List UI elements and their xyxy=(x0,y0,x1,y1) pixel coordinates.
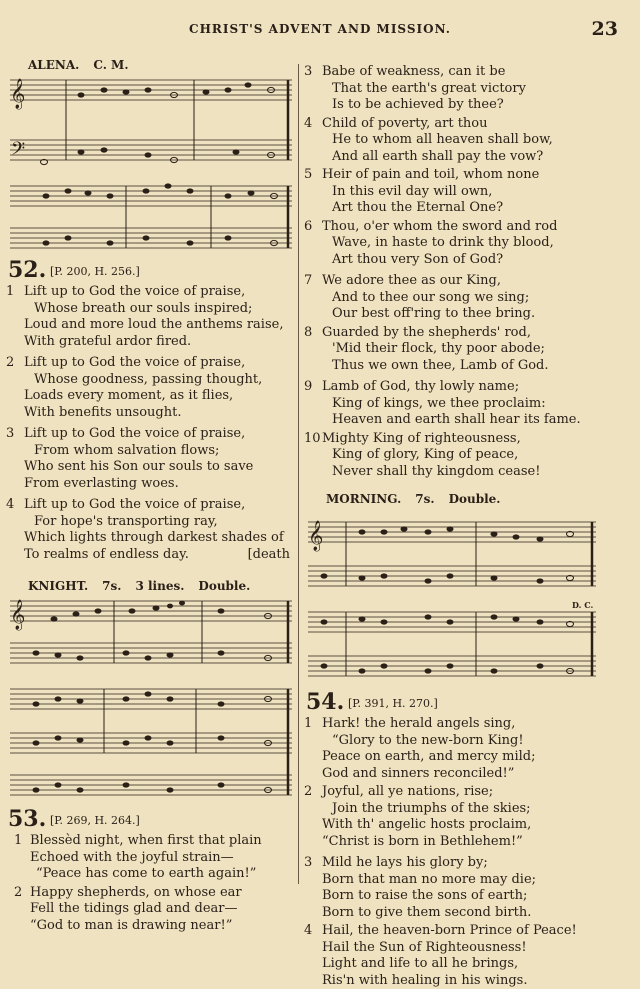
hymn-53-stanza-3 xyxy=(304,64,634,114)
verse-number: 2 xyxy=(6,355,15,370)
music-staff-morning xyxy=(304,508,634,686)
verse-line: Peace on earth, and mercy mild; xyxy=(322,749,536,764)
verse-number: 5 xyxy=(304,167,313,182)
verse-line: Guarded by the shepherds' rod, xyxy=(322,324,531,340)
verse-line: “God to man is drawing near!” xyxy=(30,917,233,933)
hymn-number: 52. xyxy=(8,257,47,283)
tune-title-morning xyxy=(304,490,634,508)
tune-title-knight xyxy=(6,577,296,595)
verse-line: To realms of endless day. xyxy=(24,546,189,562)
hymn-53-stanza-7 xyxy=(304,273,634,323)
verse-line: Echoed with the joyful strain— xyxy=(30,849,234,865)
verse-line: Hark! the herald angels sing, xyxy=(322,716,516,731)
verse-line: Loud and more loud the anthems raise, xyxy=(24,317,284,332)
hymn-53-stanza-5 xyxy=(304,167,634,217)
verse-number: 7 xyxy=(304,273,313,288)
verse-line: With benefits unsought. xyxy=(24,404,182,420)
treble-clef-icon: 𝄞 xyxy=(308,521,324,551)
hymn-53-header xyxy=(6,807,296,831)
verse-number: 10 xyxy=(304,430,321,446)
verse-line: Lift up to God the voice of praise, xyxy=(24,426,246,441)
tune-title-alena xyxy=(6,56,296,74)
hymn-54-stanza-3 xyxy=(304,855,634,921)
verse-line: Thus we own thee, Lamb of God. xyxy=(332,357,549,373)
verse-line: He to whom all heaven shall bow, xyxy=(332,132,553,147)
verse-line: Thou, o'er whom the sword and rod xyxy=(322,218,558,234)
tune-meter: C. M. xyxy=(93,58,129,72)
verse-line: Never shall thy kingdom cease! xyxy=(332,463,541,479)
verse-line: Which lights through darkest shades of xyxy=(24,530,284,545)
hymn-54-stanza-4 xyxy=(304,923,634,989)
da-capo-mark: D. C. xyxy=(572,600,594,610)
verse-line: Joyful, all ye nations, rise; xyxy=(322,784,494,799)
verse-number: 3 xyxy=(6,426,15,441)
verse-line: Art thou very Son of God? xyxy=(332,251,504,267)
hymn-53-stanza-4 xyxy=(304,116,634,166)
verse-line: Fell the tidings glad and dear— xyxy=(30,901,238,916)
barlines xyxy=(66,80,288,248)
verse-line: Mild he lays his glory by; xyxy=(322,855,488,870)
verse-line: Lamb of God, thy lowly name; xyxy=(322,379,520,394)
verse-line: Our best off'ring to thee bring. xyxy=(332,306,536,321)
verse-number: 6 xyxy=(304,218,313,234)
verse-line: Whose breath our souls inspired; xyxy=(34,300,253,316)
verse-line: Light and life to all he brings, xyxy=(322,956,519,971)
hymn-reference: [P. 200, H. 256.] xyxy=(50,265,140,278)
hymn-54-header xyxy=(304,690,634,714)
verse-line: That the earth's great victory xyxy=(332,80,526,96)
verse-number: 3 xyxy=(304,64,313,79)
hymn-54-stanza-2 xyxy=(304,784,634,850)
verse-line: Happy shepherds, on whose ear xyxy=(30,884,242,900)
hymn-52-stanza-2 xyxy=(6,355,296,421)
tune-name: ALENA. xyxy=(28,58,80,72)
staff-line-group xyxy=(308,522,596,676)
verse-number: 2 xyxy=(14,884,23,900)
hymn-53-stanza-2 xyxy=(6,885,296,935)
verse-line: Babe of weakness, can it be xyxy=(322,64,506,79)
verse-line: Lift up to God the voice of praise, xyxy=(24,497,246,512)
verse-line: Heaven and earth shall hear its fame. xyxy=(332,412,581,427)
column-divider xyxy=(298,64,299,884)
tune-lines: 3 lines. xyxy=(135,579,185,593)
hymn-53-stanza-9 xyxy=(304,379,634,429)
verse-line: God and sinners reconciled!” xyxy=(322,765,515,781)
verse-line: “Peace has come to earth again!” xyxy=(36,866,257,881)
hymn-reference: [P. 391, H. 270.] xyxy=(348,697,438,710)
verse-line: Loads every moment, as it flies, xyxy=(24,388,234,403)
page-number: 23 xyxy=(591,18,618,40)
verse-line: Is to be achieved by thee? xyxy=(332,97,504,112)
verse-line: Art thou the Eternal One? xyxy=(332,200,504,215)
verse-line: Mighty King of righteousness, xyxy=(322,430,521,446)
verse-line: “Christ is born in Bethlehem!” xyxy=(322,833,523,849)
verse-line: With th' angelic hosts proclaim, xyxy=(322,817,532,832)
barlines xyxy=(104,601,288,795)
hymn-53-stanza-1 xyxy=(6,833,296,883)
verse-line: Lift up to God the voice of praise, xyxy=(24,355,246,370)
hymn-52-stanza-4 xyxy=(6,497,296,563)
verse-line: King of glory, King of peace, xyxy=(332,447,519,462)
treble-clef-icon: 𝄞 xyxy=(10,79,26,109)
tune-direction: Double. xyxy=(448,492,501,506)
hymn-number: 54. xyxy=(306,689,345,715)
verse-line: For hope's transporting ray, xyxy=(34,513,218,529)
verse-number: 4 xyxy=(6,497,15,512)
notes xyxy=(41,82,278,245)
staff-line-group xyxy=(10,601,292,795)
verse-line: Who sent his Son our souls to save xyxy=(24,459,254,474)
verse-number: 9 xyxy=(304,379,313,394)
music-staff-alena xyxy=(6,74,296,252)
verse-number: 8 xyxy=(304,324,313,340)
hymn-53-stanza-6 xyxy=(304,219,634,269)
hymn-53-stanza-8 xyxy=(304,325,634,375)
verse-overhang: [death xyxy=(247,546,290,562)
hymn-reference: [P. 269, H. 264.] xyxy=(50,814,140,827)
verse-line: 'Mid their flock, thy poor abode; xyxy=(332,341,545,356)
verse-number: 1 xyxy=(304,716,313,731)
verse-line: Ris'n with healing in his wings. xyxy=(322,972,528,988)
hymn-52-stanza-3 xyxy=(6,426,296,492)
verse-line: Born that man no more may die; xyxy=(322,871,537,887)
hymn-52-header xyxy=(6,258,296,282)
verse-line: Child of poverty, art thou xyxy=(322,115,488,131)
music-staff-knight xyxy=(6,595,296,799)
verse-number: 4 xyxy=(304,115,313,131)
left-column xyxy=(6,56,296,934)
hymn-54-stanza-1 xyxy=(304,716,634,782)
verse-line: In this evil day will own, xyxy=(332,183,493,199)
verse-line: Blessèd night, when first that plain xyxy=(30,833,262,848)
verse-line: And all earth shall pay the vow? xyxy=(332,148,544,164)
notes xyxy=(321,526,574,673)
bass-clef-icon: 𝄢 xyxy=(11,139,26,164)
hymn-53-stanza-10 xyxy=(304,431,634,481)
verse-line: With grateful ardor fired. xyxy=(24,333,192,349)
verse-line: Wave, in haste to drink thy blood, xyxy=(332,235,554,250)
verse-number: 2 xyxy=(304,784,313,799)
verse-line: We adore thee as our King, xyxy=(322,273,501,288)
hymn-number: 53. xyxy=(8,806,47,832)
staff-line-group xyxy=(10,80,292,248)
verse-line: Hail the Sun of Righteousness! xyxy=(322,939,527,955)
verse-number: 4 xyxy=(304,923,313,938)
verse-line: Heir of pain and toil, whom none xyxy=(322,167,540,182)
treble-clef-icon: 𝄞 xyxy=(10,600,26,630)
verse-line: King of kings, we thee proclaim: xyxy=(332,395,546,411)
verse-line: And to thee our song we sing; xyxy=(332,289,530,305)
right-column xyxy=(304,62,634,989)
barlines xyxy=(346,522,592,676)
verse-line: Born to give them second birth. xyxy=(322,904,532,920)
verse-line: From everlasting woes. xyxy=(24,475,179,491)
tune-meter: 7s. xyxy=(102,579,122,593)
verse-line: Lift up to God the voice of praise, xyxy=(24,284,246,299)
verse-number: 1 xyxy=(6,284,15,299)
verse-line: From whom salvation flows; xyxy=(34,442,220,458)
verse-number: 1 xyxy=(14,833,23,848)
tune-name: KNIGHT. xyxy=(28,579,89,593)
running-title: CHRIST'S ADVENT AND MISSION. xyxy=(189,22,451,36)
tune-name: MORNING. xyxy=(326,492,402,506)
verse-line: Born to raise the sons of earth; xyxy=(322,888,528,903)
tune-direction: Double. xyxy=(198,579,251,593)
hymn-52-stanza-1 xyxy=(6,284,296,350)
notes xyxy=(33,601,272,793)
tune-meter: 7s. xyxy=(415,492,435,506)
verse-line: Whose goodness, passing thought, xyxy=(34,371,263,387)
verse-line: “Glory to the new-born King! xyxy=(332,732,524,748)
verse-number: 3 xyxy=(304,855,313,870)
verse-line: Hail, the heaven-born Prince of Peace! xyxy=(322,923,577,938)
verse-line: Join the triumphs of the skies; xyxy=(332,800,531,816)
